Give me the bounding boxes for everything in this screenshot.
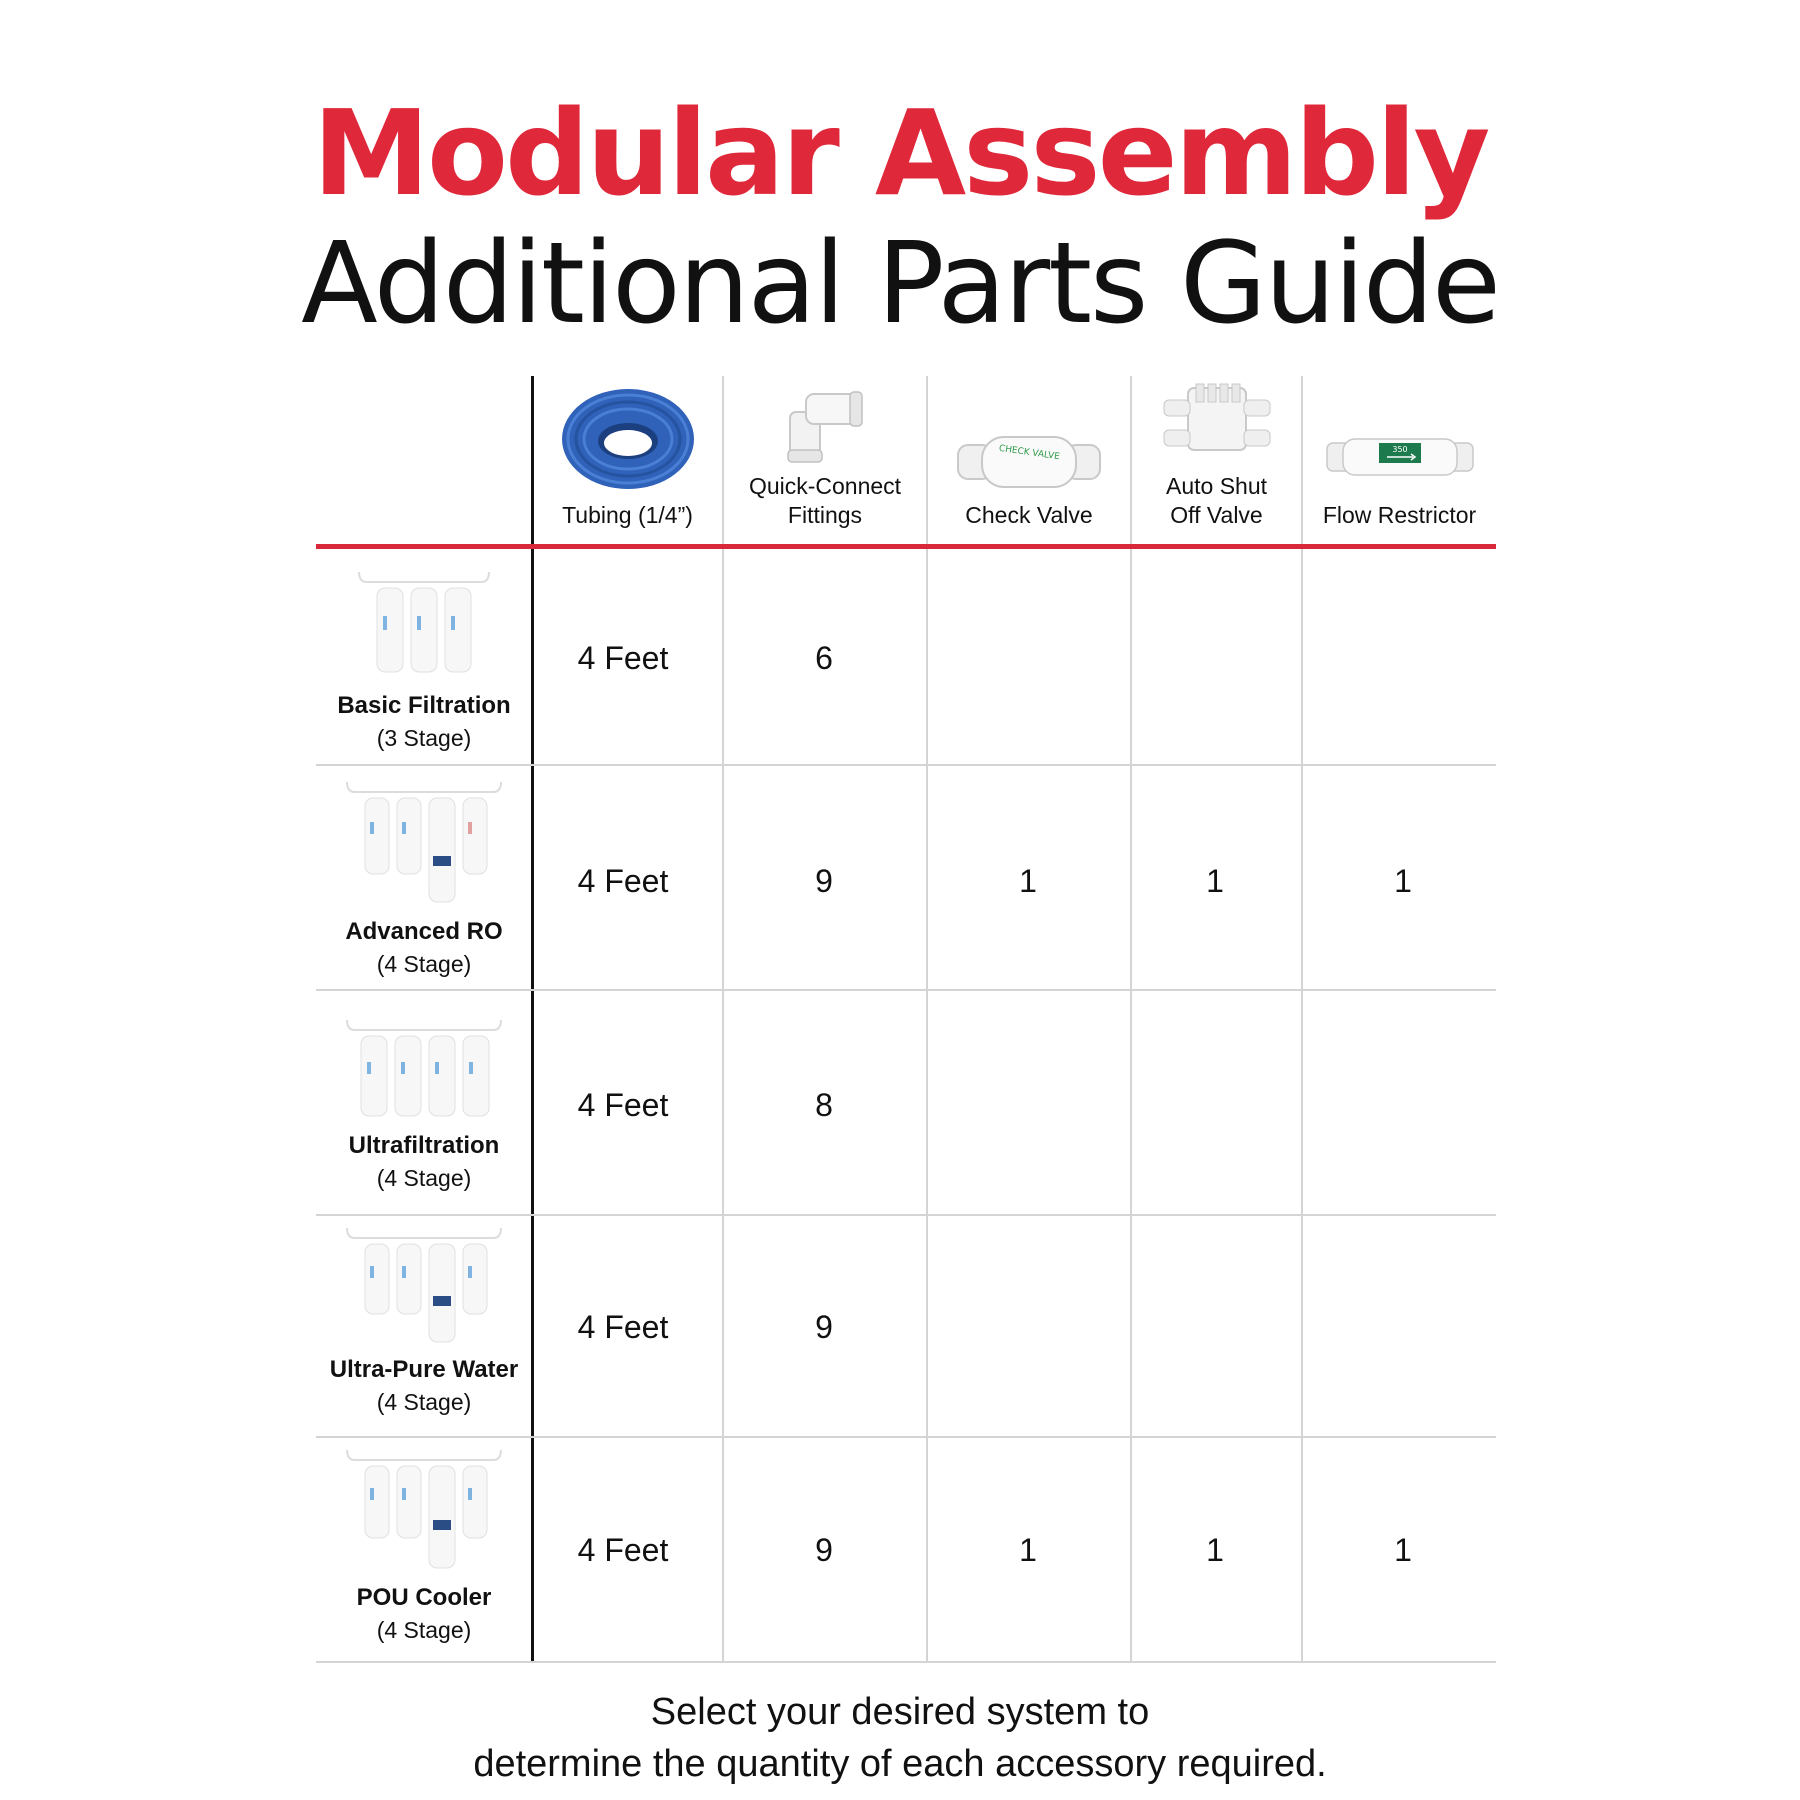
cell-tubing: 4 Feet (577, 1532, 669, 1568)
column-header-check-valve (928, 376, 1130, 546)
cell-fittings: 9 (815, 863, 833, 899)
table-gridline (1301, 376, 1303, 1662)
table-gridline (926, 376, 928, 1662)
cell-fittings: 8 (815, 1087, 833, 1123)
cell-fittings: 6 (815, 640, 833, 676)
row-label-ultrafiltration (316, 1014, 532, 1194)
cell-tubing: 4 Feet (577, 1087, 669, 1123)
page-title: Modular Assembly (312, 84, 1488, 222)
row-name: Basic Filtration (337, 692, 511, 719)
elbow-fitting-icon (780, 384, 870, 464)
table-row-divider (316, 989, 1496, 991)
cell-fittings: 9 (815, 1309, 833, 1345)
table-row-divider (316, 764, 1496, 766)
check-valve-print: CHECK VALVE (998, 443, 1061, 463)
cell-tubing: 4 Feet (577, 1309, 669, 1345)
row-stage: (4 Stage) (376, 1165, 472, 1191)
filter-system-thumbnail (316, 566, 532, 682)
page-subtitle: Additional Parts Guide (301, 219, 1499, 349)
table-gridline (1130, 376, 1132, 1662)
cell-auto-shut-off: 1 (1206, 1532, 1224, 1568)
column-header-tubing (533, 376, 722, 546)
row-label-pou-cooler (316, 1444, 532, 1646)
column-label: Tubing (1/4”) (562, 502, 693, 528)
tubing-coil-icon (558, 383, 698, 493)
row-name: Ultra-Pure Water (329, 1356, 519, 1383)
cell-fittings: 9 (815, 1532, 833, 1568)
column-label: Auto Shut Off Valve (1165, 473, 1268, 528)
cell-tubing: 4 Feet (577, 863, 669, 899)
cell-check-valve: 1 (1019, 1532, 1037, 1568)
filter-system-thumbnail (316, 776, 532, 908)
filter-system-thumbnail (316, 1014, 532, 1122)
check-valve-icon (954, 431, 1104, 493)
row-stage: (4 Stage) (376, 951, 472, 977)
column-label: Flow Restrictor (1322, 502, 1477, 528)
cell-check-valve: 1 (1019, 863, 1037, 899)
cell-tubing: 4 Feet (577, 640, 669, 676)
row-stage: (4 Stage) (376, 1617, 472, 1643)
row-name: POU Cooler (356, 1584, 492, 1611)
footer-line-1: Select your desired system to (650, 1691, 1150, 1733)
row-label-advanced-ro (316, 776, 532, 980)
flow-restrictor-icon (1325, 435, 1475, 479)
column-header-auto-shut-off (1132, 376, 1301, 546)
column-header-fittings (724, 376, 926, 546)
filter-system-thumbnail (316, 1222, 532, 1346)
column-header-flow-restrictor (1303, 376, 1496, 546)
table-row-divider (316, 1661, 1496, 1663)
table-row-divider (316, 1214, 1496, 1216)
row-name: Advanced RO (345, 918, 503, 945)
auto-shut-off-valve-icon (1162, 382, 1272, 464)
cell-flow-restrictor: 1 (1394, 1532, 1412, 1568)
row-label-ultra-pure-water (316, 1222, 532, 1418)
footer-note (0, 1686, 1800, 1790)
cell-auto-shut-off: 1 (1206, 863, 1224, 899)
table-row-divider (316, 1436, 1496, 1438)
cell-flow-restrictor: 1 (1394, 863, 1412, 899)
column-label: Quick-Connect Fittings (748, 473, 902, 528)
row-label-basic-filtration (316, 566, 532, 754)
row-stage: (4 Stage) (376, 1389, 472, 1415)
flow-restrictor-print: 350 (1391, 445, 1408, 454)
row-stage: (3 Stage) (376, 725, 472, 751)
footer-line-2: determine the quantity of each accessory required. (473, 1743, 1327, 1785)
filter-system-thumbnail (316, 1444, 532, 1574)
row-name: Ultrafiltration (348, 1132, 500, 1159)
column-label: Check Valve (965, 502, 1093, 528)
table-gridline (722, 376, 724, 1662)
